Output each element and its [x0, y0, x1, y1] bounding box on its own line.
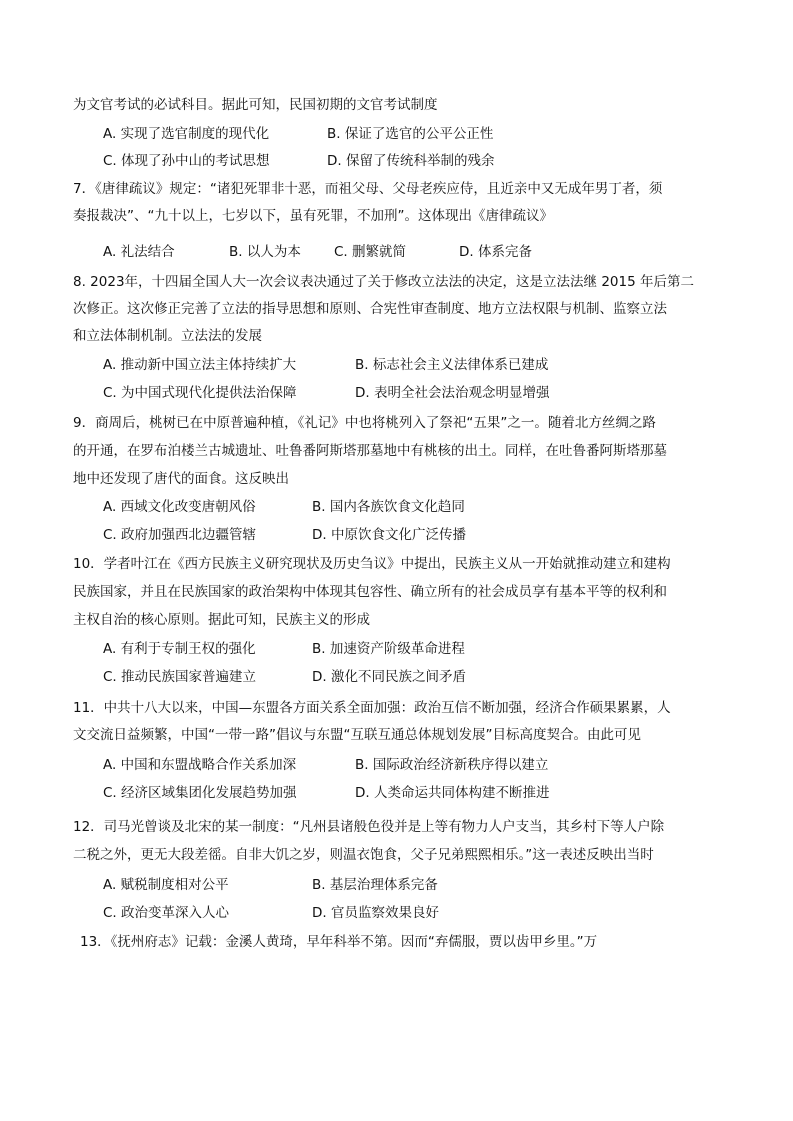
q10-option-a: A. 有利于专制王权的强化: [103, 641, 256, 657]
q7-stem-line-1: 7．《唐律疏议》规定：“诸犯死罪非十恶，而祖父母、父母老疾应侍，且近亲中又无成年男丁者，须: [73, 181, 663, 197]
q8-stem-line-1: 8. 2023年，十四届全国人大一次会议表决通过了关于修改立法法的决定，这是立法法继 2015 年后第二: [73, 274, 694, 290]
q9-option-b: B. 国内各族饮食文化趋同: [312, 499, 465, 515]
q12-option-b: B. 基层治理体系完备: [312, 877, 438, 893]
q11-option-d: D. 人类命运共同体构建不断推进: [355, 785, 550, 801]
q11-option-a: A. 中国和东盟战略合作关系加深: [103, 757, 297, 773]
q6-option-b: B. 保证了选官的公平公正性: [327, 126, 494, 142]
q9-option-c: C. 政府加强西北边疆管辖: [103, 527, 257, 543]
q8-option-a: A. 推动新中国立法主体持续扩大: [103, 357, 297, 373]
q8-option-d: D. 表明全社会法治观念明显增强: [355, 385, 550, 401]
q12-stem-line-2: 二税之外，更无大段差徭。自非大饥之岁，则温衣饱食，父子兄弟熙熙相乐。”这一表述反映出当时: [73, 847, 654, 863]
q11-stem-line-1: 11．中共十八大以来，中国—东盟各方面关系全面加强：政治互信不断加强，经济合作硕果累累，人: [73, 700, 671, 716]
q8-option-c: C. 为中国式现代化提供法治保障: [103, 385, 297, 401]
q9-stem-line-1: 9．商周后，桃树已在中原普遍种植，《礼记》中也将桃列入了祭祀“五果”之一。随着北方丝绸之路: [73, 415, 656, 431]
q7-stem-line-2: 奏报裁决”、“九十以上，七岁以下，虽有死罪，不加刑”。这体现出《唐律疏议》: [73, 208, 553, 224]
q11-option-c: C. 经济区域集团化发展趋势加强: [103, 785, 297, 801]
q6-option-c: C. 体现了孙中山的考试思想: [103, 153, 270, 169]
q10-stem-line-2: 民族国家，并且在民族国家的政治架构中体现其包容性、确立所有的社会成员享有基本平等的权利和: [73, 584, 667, 600]
q9-option-a: A. 西域文化改变唐朝风俗: [103, 499, 256, 515]
q7-option-d: D. 体系完备: [459, 244, 532, 260]
q8-stem-line-3: 和立法体制机制。立法法的发展: [73, 328, 262, 344]
q7-option-b: B. 以人为本: [229, 244, 301, 260]
q6-option-a: A. 实现了选官制度的现代化: [103, 126, 270, 142]
q7-option-c: C. 删繁就简: [334, 244, 407, 260]
q6-option-d: D. 保留了传统科举制的残余: [327, 153, 495, 169]
q12-stem-line-1: 12．司马光曾谈及北宋的某一制度：“凡州县诸般色役并是上等有物力人户支当，其乡村下等人户除: [73, 819, 665, 835]
q7-option-a: A. 礼法结合: [103, 244, 175, 260]
q10-option-c: C. 推动民族国家普遍建立: [103, 669, 257, 685]
q6-stem-line: 为文官考试的必试科目。据此可知，民国初期的文官考试制度: [73, 97, 438, 113]
q9-option-d: D. 中原饮食文化广泛传播: [312, 527, 466, 543]
q10-option-d: D. 激化不同民族之间矛盾: [312, 669, 466, 685]
q8-option-b: B. 标志社会主义法律体系已建成: [355, 357, 549, 373]
q9-stem-line-3: 地中还发现了唐代的面食。这反映出: [73, 471, 289, 487]
q9-stem-line-2: 的开通，在罗布泊楼兰古城遗址、吐鲁番阿斯塔那墓地中有桃核的出土。同样，在吐鲁番阿斯塔那墓: [73, 443, 667, 459]
q11-stem-line-2: 文交流日益频繁，中国“一带一路”倡议与东盟“互联互通总体规划发展”目标高度契合。由此可见: [73, 727, 641, 743]
q8-stem-line-2: 次修正。这次修正完善了立法的指导思想和原则、合宪性审查制度、地方立法权限与机制、监察立法: [73, 301, 667, 317]
q10-option-b: B. 加速资产阶级革命进程: [312, 641, 465, 657]
q13-stem-line-1: 13．《抚州府志》记载：金溪人黄琦，早年科举不第。因而“弃儒服，贾以齿甲乡里。”万: [80, 934, 598, 950]
q10-stem-line-3: 主权自治的核心原则。据此可知，民族主义的形成: [73, 612, 370, 628]
q11-option-b: B. 国际政治经济新秩序得以建立: [355, 757, 549, 773]
q12-option-a: A. 赋税制度相对公平: [103, 877, 229, 893]
q10-stem-line-1: 10．学者叶江在《西方民族主义研究现状及历史刍议》中提出，民族主义从一开始就推动建立和建构: [73, 556, 671, 572]
q12-option-c: C. 政治变革深入人心: [103, 905, 230, 921]
q12-option-d: D. 官员监察效果良好: [312, 905, 439, 921]
